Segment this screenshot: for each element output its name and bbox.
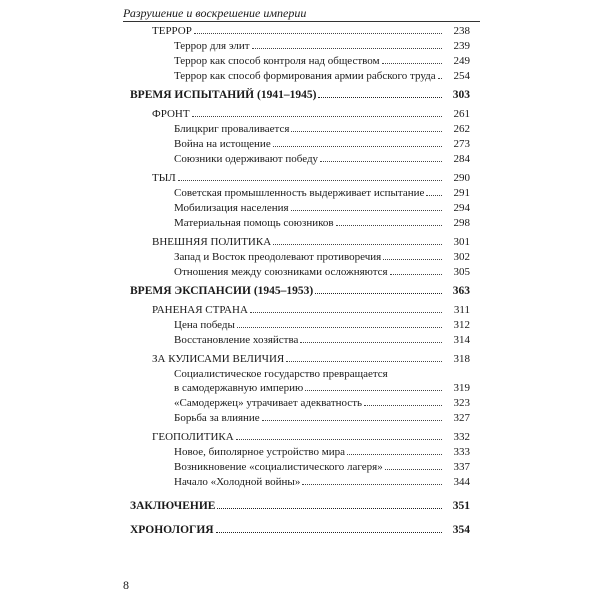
toc-entry-title: Советская промышленность выдерживает испытание xyxy=(174,187,425,199)
toc-entry-title: Цена победы xyxy=(174,319,235,331)
toc-entry-title: Социалистическое государство превращается xyxy=(174,368,388,380)
toc-entry-page: 262 xyxy=(453,123,470,135)
toc-entry-sub[interactable] xyxy=(130,152,470,167)
toc-entry-label-wrap xyxy=(174,381,442,396)
toc-entry-label-wrap xyxy=(174,460,442,475)
toc-entry-sub[interactable] xyxy=(130,381,470,396)
dot-leader xyxy=(192,116,442,117)
toc-entry-title: ВРЕМЯ ЭКСПАНСИИ (1945–1953) xyxy=(130,285,314,297)
toc-entry-label-wrap xyxy=(174,39,442,54)
toc-entry-page: 273 xyxy=(453,138,470,150)
toc-entry-title: Материальная помощь союзников xyxy=(174,217,334,229)
dot-leader xyxy=(194,33,442,34)
toc-entry-title: Союзники одерживают победу xyxy=(174,153,319,165)
toc-entry-sub[interactable] xyxy=(130,216,470,231)
toc-entry-sub[interactable] xyxy=(130,186,470,201)
dot-leader xyxy=(178,180,442,181)
toc-entry-title: ТЕРРОР xyxy=(152,25,192,37)
toc-entry-page: 301 xyxy=(453,236,470,248)
toc-entry-title: Террор как способ контроля над обществом xyxy=(174,55,380,67)
toc-entry-sub[interactable] xyxy=(130,39,470,54)
toc-entry-label-wrap xyxy=(152,430,442,445)
toc-entry-title: Новое, биполярное устройство мира xyxy=(174,446,346,458)
running-header xyxy=(123,4,480,22)
toc-entry-title: Начало «Холодной войны» xyxy=(174,476,301,488)
toc-entry-label-wrap xyxy=(174,216,442,231)
dot-leader xyxy=(390,274,442,275)
toc-entry-label-wrap xyxy=(152,24,442,39)
toc-entry-section[interactable] xyxy=(130,430,470,445)
toc-entry-label-wrap xyxy=(174,396,442,411)
toc-entry-page: 363 xyxy=(452,285,470,297)
toc-entry-page: 238 xyxy=(453,25,470,37)
toc-entry-title: ГЕОПОЛИТИКА xyxy=(152,431,234,443)
dot-leader xyxy=(364,405,442,406)
toc-entry-section[interactable] xyxy=(130,235,470,250)
toc-entry-sub[interactable] xyxy=(130,250,470,265)
toc-entry-title: ВРЕМЯ ИСПЫТАНИЙ (1941–1945) xyxy=(130,89,317,101)
dot-leader xyxy=(262,420,442,421)
page-number: 8 xyxy=(123,578,129,592)
toc-entry-label-wrap xyxy=(130,499,442,514)
toc-entry-page: 327 xyxy=(453,412,470,424)
toc-entry-page: 294 xyxy=(453,202,470,214)
dot-leader xyxy=(336,225,442,226)
toc-entry-page: 318 xyxy=(453,353,470,365)
toc-entry-part[interactable] xyxy=(130,88,470,103)
toc-entry-label-wrap xyxy=(174,333,442,348)
toc-entry-sub[interactable] xyxy=(130,137,470,152)
toc-entry-page: 298 xyxy=(453,217,470,229)
toc-entry-title: в самодержавную империю xyxy=(174,382,304,394)
toc-entry-sub[interactable] xyxy=(130,201,470,216)
toc-entry-page: 319 xyxy=(453,382,470,394)
toc-entry-part[interactable] xyxy=(130,284,470,299)
toc-entry-label-wrap xyxy=(174,318,442,333)
toc-entry-label-wrap xyxy=(152,107,442,122)
toc-entry-title: ФРОНТ xyxy=(152,108,190,120)
toc-entry-page: 354 xyxy=(452,524,470,536)
toc-entry-label-wrap xyxy=(174,265,442,280)
dot-leader xyxy=(315,293,442,294)
toc-entry-label-wrap xyxy=(152,303,442,318)
toc-entry-title: Возникновение «социалистического лагеря» xyxy=(174,461,383,473)
dot-leader xyxy=(305,390,442,391)
toc-entry-label-wrap xyxy=(174,122,442,137)
toc-entry-page: 314 xyxy=(453,334,470,346)
dot-leader xyxy=(236,439,442,440)
toc-entry-page: 249 xyxy=(453,55,470,67)
toc-entry-title: Борьба за влияние xyxy=(174,412,260,424)
toc-entry-title: Террор для элит xyxy=(174,40,250,52)
toc-entry-label-wrap xyxy=(174,475,442,490)
toc-entry-title: Террор как способ формирования армии рабского труда xyxy=(174,70,436,82)
toc-entry-sub[interactable] xyxy=(130,475,470,490)
dot-leader xyxy=(318,97,442,98)
toc-entry-label-wrap xyxy=(174,54,442,69)
toc-entry-title: Отношения между союзниками осложняются xyxy=(174,266,388,278)
toc-entry-label-wrap xyxy=(174,445,442,460)
dot-leader xyxy=(217,508,442,509)
toc-entry-section[interactable] xyxy=(130,303,470,318)
toc-entry-section[interactable] xyxy=(130,24,470,39)
dot-leader xyxy=(347,454,442,455)
toc-entry-label-wrap xyxy=(152,171,442,186)
toc-entry-page: 332 xyxy=(453,431,470,443)
dot-leader xyxy=(320,161,442,162)
toc-entry-title: ЗАКЛЮЧЕНИЕ xyxy=(130,500,216,512)
toc-entry-label-wrap xyxy=(152,235,442,250)
toc-entry-section[interactable] xyxy=(130,352,470,367)
toc-entry-label-wrap xyxy=(174,367,442,382)
toc-entry-page: 337 xyxy=(453,461,470,473)
toc-entry-sub[interactable] xyxy=(130,396,470,411)
toc-entry-sub[interactable] xyxy=(130,460,470,475)
toc-entry-page: 311 xyxy=(453,304,470,316)
toc-entry-page: 291 xyxy=(453,187,470,199)
toc-entry-sub[interactable] xyxy=(130,411,470,426)
toc-entry-title: Блицкриг проваливается xyxy=(174,123,290,135)
dot-leader xyxy=(286,361,442,362)
toc-entry-page: 333 xyxy=(453,446,470,458)
dot-leader xyxy=(237,327,442,328)
toc-entry-sub[interactable] xyxy=(130,69,470,84)
dot-leader xyxy=(291,210,442,211)
dot-leader xyxy=(385,469,442,470)
dot-leader xyxy=(250,312,442,313)
toc-spacer xyxy=(130,490,470,499)
toc-entry-label-wrap xyxy=(130,88,442,103)
dot-leader xyxy=(273,244,442,245)
toc-entry-sub[interactable] xyxy=(130,122,470,137)
toc-entry-title: РАНЕНАЯ СТРАНА xyxy=(152,304,248,316)
toc-entry-label-wrap xyxy=(174,137,442,152)
dot-leader xyxy=(216,532,442,533)
toc-entry-title: Запад и Восток преодолевают противоречия xyxy=(174,251,382,263)
toc-entry-label-wrap xyxy=(174,69,442,84)
toc-entry-section[interactable] xyxy=(130,171,470,186)
toc-entry-title: ЗА КУЛИСАМИ ВЕЛИЧИЯ xyxy=(152,353,285,365)
toc-entry-label-wrap xyxy=(174,152,442,167)
toc-entry-label-wrap xyxy=(174,186,442,201)
dot-leader xyxy=(383,259,442,260)
dot-leader xyxy=(252,48,442,49)
toc-entry-title: Война на истощение xyxy=(174,138,271,150)
toc-entry-page: 351 xyxy=(452,500,470,512)
toc-entry-page: 261 xyxy=(453,108,470,120)
toc-entry-title: Мобилизация населения xyxy=(174,202,289,214)
toc-entry-label-wrap xyxy=(130,523,442,538)
book-title: Разрушение и воскрешение империи xyxy=(123,6,307,20)
toc-entry-page: 323 xyxy=(453,397,470,409)
toc-entry-page: 290 xyxy=(453,172,470,184)
dot-leader xyxy=(382,63,442,64)
toc-entry-title: «Самодержец» утрачивает адекватность xyxy=(174,397,363,409)
toc-entry-section[interactable] xyxy=(130,107,470,122)
toc-entry-page: 344 xyxy=(453,476,470,488)
toc-entry-sub[interactable] xyxy=(130,265,470,280)
toc-entry-label-wrap xyxy=(174,201,442,216)
toc-entry-sub[interactable] xyxy=(130,445,470,460)
toc-entry-page: 239 xyxy=(453,40,470,52)
toc-entry-sub[interactable] xyxy=(130,318,470,333)
toc-entry-page: 302 xyxy=(453,251,470,263)
toc-entry-title: ХРОНОЛОГИЯ xyxy=(130,524,214,536)
toc-entry-page: 303 xyxy=(452,89,470,101)
table-of-contents xyxy=(130,24,470,538)
toc-entry-label-wrap xyxy=(130,284,442,299)
toc-entry-page: 312 xyxy=(453,319,470,331)
dot-leader xyxy=(291,131,442,132)
dot-leader xyxy=(273,146,442,147)
toc-entry-sub[interactable] xyxy=(130,333,470,348)
toc-entry-label-wrap xyxy=(152,352,442,367)
toc-entry-title: Восстановление хозяйства xyxy=(174,334,299,346)
toc-spacer xyxy=(130,514,470,523)
toc-entry-page: 284 xyxy=(453,153,470,165)
toc-entry-title: ТЫЛ xyxy=(152,172,176,184)
dot-leader xyxy=(302,484,442,485)
toc-entry-page: 305 xyxy=(453,266,470,278)
toc-entry-part[interactable] xyxy=(130,499,470,514)
toc-entry-title: ВНЕШНЯЯ ПОЛИТИКА xyxy=(152,236,272,248)
toc-entry-cont[interactable] xyxy=(130,367,470,381)
dot-leader xyxy=(300,342,442,343)
toc-entry-part[interactable] xyxy=(130,523,470,538)
toc-entry-page: 254 xyxy=(453,70,470,82)
toc-entry-label-wrap xyxy=(174,411,442,426)
toc-entry-label-wrap xyxy=(174,250,442,265)
toc-entry-sub[interactable] xyxy=(130,54,470,69)
dot-leader xyxy=(426,195,442,196)
